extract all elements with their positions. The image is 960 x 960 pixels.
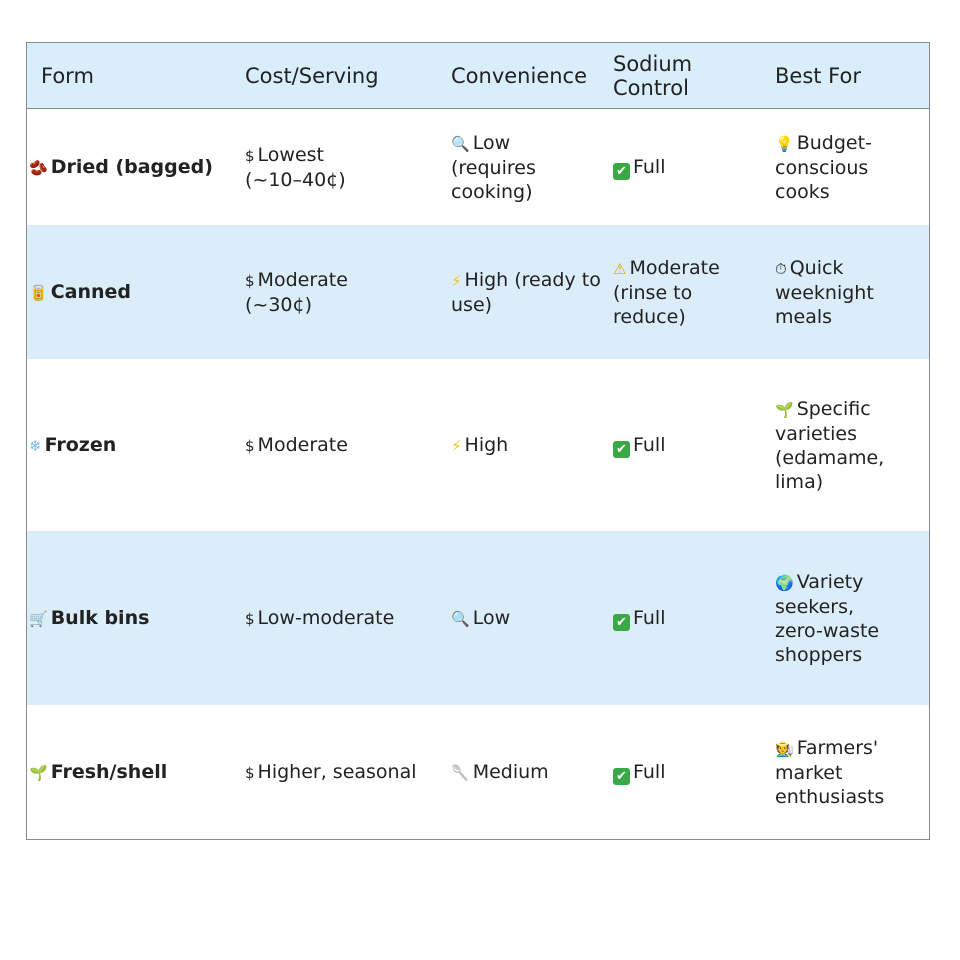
seedling-icon: 🌱 <box>29 763 48 782</box>
best-for-label: Specific varieties (edamame, lima) <box>775 397 885 493</box>
cost-cell <box>241 268 447 317</box>
sodium-label: Full <box>633 606 666 629</box>
sodium-cell <box>609 256 771 329</box>
convenience-label: Low <box>472 606 511 629</box>
table-row <box>27 109 929 225</box>
form-cell <box>27 280 241 305</box>
sodium-label: Full <box>633 433 666 456</box>
check-icon: ✔ <box>613 163 630 180</box>
dollar-icon: $ <box>245 609 255 628</box>
check-icon: ✔ <box>613 768 630 785</box>
globe-icon: 🌍 <box>775 573 794 592</box>
sodium-label: Moderate (rinse to reduce) <box>613 256 720 328</box>
table-row <box>27 705 929 839</box>
cost-cell <box>241 606 447 631</box>
convenience-cell <box>447 433 609 458</box>
dollar-icon: $ <box>245 146 255 165</box>
lightning-icon: ⚡ <box>451 271 462 290</box>
table-row <box>27 225 929 359</box>
form-label: Frozen <box>44 433 117 456</box>
form-label: Canned <box>50 280 131 303</box>
dollar-icon: $ <box>245 436 255 455</box>
lightbulb-icon: 💡 <box>775 134 794 153</box>
form-cell <box>27 760 241 785</box>
sodium-label: Full <box>633 155 666 178</box>
snowflake-icon: ❄ <box>29 436 42 455</box>
header-form: Form <box>41 63 94 88</box>
form-label: Dried (bagged) <box>50 155 213 178</box>
best-for-label: Variety seekers, zero-waste shoppers <box>775 570 880 666</box>
best-for-cell <box>771 736 929 809</box>
convenience-cell <box>447 606 609 631</box>
table-row <box>27 359 929 531</box>
form-cell <box>27 155 241 180</box>
form-label: Fresh/shell <box>50 760 168 783</box>
comparison-table <box>26 42 930 840</box>
best-for-cell <box>771 570 929 667</box>
sodium-cell <box>609 760 771 785</box>
header-best-for: Best For <box>775 63 861 88</box>
cost-label: Low-moderate <box>257 606 395 629</box>
form-label: Bulk bins <box>50 606 150 629</box>
cost-label: Moderate (~30¢) <box>245 268 348 316</box>
cost-label: Higher, seasonal <box>257 760 417 783</box>
sodium-label: Full <box>633 760 666 783</box>
cost-cell <box>241 143 447 192</box>
cart-icon: 🛒 <box>29 609 48 628</box>
best-for-cell <box>771 131 929 204</box>
sodium-cell <box>609 155 771 180</box>
cost-label: Moderate <box>257 433 348 456</box>
header-cost: Cost/Serving <box>245 63 379 88</box>
beans-icon: 🫘 <box>29 158 48 177</box>
stopwatch-icon: ⏱ <box>775 259 787 278</box>
sodium-cell <box>609 606 771 631</box>
cost-label: Lowest (~10–40¢) <box>245 143 346 191</box>
cost-cell <box>241 433 447 458</box>
seedling-icon: 🌱 <box>775 400 794 419</box>
form-cell <box>27 606 241 631</box>
warning-icon: ⚠ <box>613 259 627 278</box>
convenience-label: High (ready to use) <box>451 268 601 316</box>
magnifier-icon: 🔍 <box>451 134 470 153</box>
convenience-label: Medium <box>472 760 549 783</box>
sodium-cell <box>609 433 771 458</box>
header-convenience: Convenience <box>451 63 588 88</box>
farmer-icon: 🧑‍🌾 <box>775 739 794 758</box>
best-for-label: Budget-conscious cooks <box>775 131 872 203</box>
convenience-label: Low (requires cooking) <box>451 131 536 203</box>
spoon-icon: 🥄 <box>451 763 470 782</box>
convenience-label: High <box>464 433 509 456</box>
convenience-cell <box>447 760 609 785</box>
dollar-icon: $ <box>245 763 255 782</box>
best-for-label: Farmers' market enthusiasts <box>775 736 885 808</box>
cost-cell <box>241 760 447 785</box>
check-icon: ✔ <box>613 614 630 631</box>
form-cell <box>27 433 241 458</box>
dollar-icon: $ <box>245 271 255 290</box>
header-sodium: Sodium Control <box>613 51 693 100</box>
convenience-cell <box>447 268 609 317</box>
check-icon: ✔ <box>613 441 630 458</box>
table-row <box>27 531 929 705</box>
table-header-row <box>27 43 929 109</box>
best-for-cell <box>771 397 929 494</box>
magnifier-icon: 🔍 <box>451 609 470 628</box>
best-for-cell <box>771 256 929 329</box>
convenience-cell <box>447 131 609 204</box>
can-icon: 🥫 <box>29 283 48 302</box>
lightning-icon: ⚡ <box>451 436 462 455</box>
best-for-label: Quick weeknight meals <box>775 256 874 328</box>
